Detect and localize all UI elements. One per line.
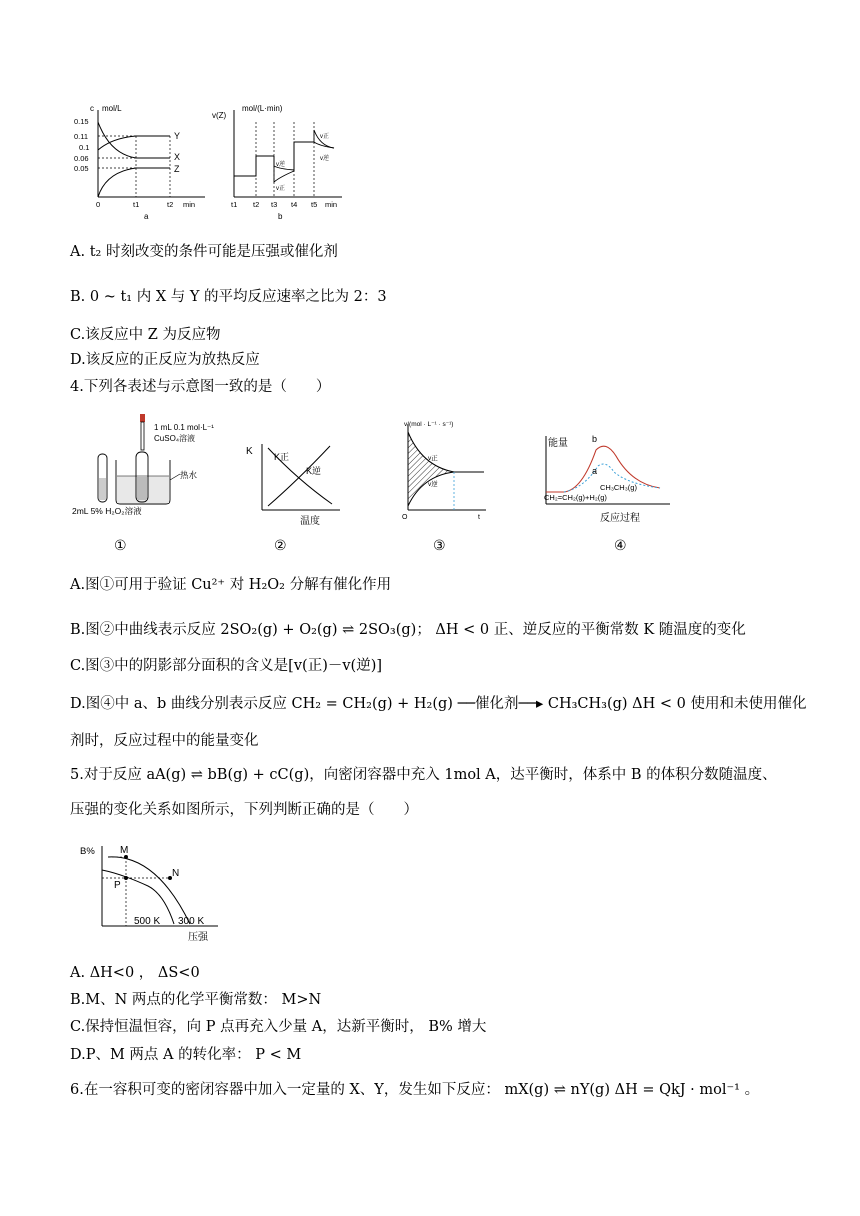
q3b-xtick: t5 (311, 200, 318, 209)
q4-stem: 4.下列各表述与示意图一致的是（ ） (70, 379, 331, 395)
q3b-xtick: t4 (291, 200, 298, 209)
q3b-xtick: t3 (271, 200, 278, 209)
q3-option-b: B. 0 ~ t₁ 内 X 与 Y 的平均反应速率之比为 2：3 (70, 289, 387, 305)
q3b-xtick: t2 (253, 200, 260, 209)
q3a-ytick: 0.15 (74, 117, 89, 126)
q3a-ytick: 0.05 (74, 164, 89, 173)
figure-q3-b (212, 102, 348, 222)
q3a-series-label: Y (174, 131, 181, 141)
q4-caption-4: ④ (614, 538, 627, 554)
figure-q4-2 (240, 440, 360, 530)
figure-q4-3 (398, 418, 498, 523)
q4f3-v1: v正 (428, 455, 438, 462)
q3a-series-label: Z (174, 164, 180, 174)
figure-q5 (78, 840, 228, 950)
q4f4-prod: CH₃CH₃(g) (600, 483, 637, 492)
q4-option-c: C.图③中的阴影部分面积的含义是[v(正)－v(逆)] (70, 658, 383, 674)
q3b-xtick: min (325, 200, 338, 209)
q5f-m: M (120, 845, 129, 856)
q5-option-c: C.保持恒温恒容，向 P 点再充入少量 A，达新平衡时， B% 增大 (70, 1019, 487, 1035)
q5f-p: P (114, 880, 121, 891)
q3a-xtick: 0 (96, 200, 101, 209)
q5f-n: N (172, 868, 180, 879)
q4f4-ylabel: 能量 (548, 438, 568, 449)
q5-stem-line1: 5.对于反应 aA(g) ⇌ bB(g) + cC(g)，向密闭容器中充入 1mol A，达平衡时，体系中 B 的体积分数随温度、 (70, 767, 777, 783)
q4-option-a: A.图①可用于验证 Cu²⁺ 对 H₂O₂ 分解有催化作用 (70, 577, 392, 593)
q3a-xtick: t1 (133, 200, 140, 209)
q5-option-d: D.P、M 两点 A 的转化率： P < M (70, 1047, 302, 1063)
q5-option-b: B.M、N 两点的化学平衡常数： M>N (70, 992, 322, 1008)
q3b-ylabel: v(Z) (212, 111, 227, 120)
q4-option-b: B.图②中曲线表示反应 2SO₂(g) + O₂(g) ⇌ 2SO₃(g)； ΔH < 0 正、逆反应的平衡常数 K 随温度的变化 (70, 622, 746, 638)
q3b-label: v逆 (320, 156, 330, 162)
q4f3-ylabel: v/(mol · L⁻¹ · s⁻¹) (404, 421, 454, 428)
q3b-label: v逆 (276, 162, 286, 168)
q4-option-d-line2: 剂时，反应过程中的能量变化 (70, 733, 259, 749)
q3a-ytick: 0.11 (74, 132, 89, 141)
q3a-ytick: 0.06 (74, 154, 89, 163)
q3a-caption: a (144, 212, 149, 221)
q3b-label: v正 (320, 134, 330, 140)
q4f4-xlabel: 反应过程 (600, 513, 640, 524)
q3a-unit: mol/L (102, 104, 122, 113)
q4f3-t: t (478, 514, 480, 521)
q3a-ylabel: c (90, 104, 94, 113)
figure-q4-1 (70, 414, 240, 526)
q3b-label: v正 (276, 186, 286, 192)
figure-q3-a (70, 102, 210, 222)
q4f4-b: b (592, 434, 598, 444)
q5f-ylabel: B% (80, 846, 95, 857)
q4f2-xlabel: 温度 (300, 516, 320, 527)
q4f1-drop2: CuSO₄溶液 (154, 434, 196, 443)
q4f2-k2: K逆 (306, 466, 322, 476)
q4-caption-1: ① (114, 538, 127, 554)
q5f-t2: 300 K (178, 916, 205, 927)
q4-option-d-line1: D.图④中 a、b 曲线分别表示反应 CH₂ = CH₂(g) + H₂(g) ──催化剂──▸ CH₃CH₃(g) ΔH < 0 使用和未使用催化 (70, 696, 807, 712)
q4f1-drop: 1 mL 0.1 mol·L⁻¹ (154, 423, 214, 432)
q3b-caption: b (278, 212, 283, 221)
q3a-ytick: 0.1 (79, 143, 90, 152)
q4-caption-2: ② (274, 538, 287, 554)
q4f4-a: a (592, 466, 598, 476)
figure-q4-4 (540, 432, 680, 532)
q3a-xtick: t2 (167, 200, 174, 209)
q4f2-ylabel: K (246, 446, 253, 457)
q3a-series-label: X (174, 152, 181, 162)
q4f3-v2: v逆 (428, 481, 438, 488)
q4-caption-3: ③ (433, 538, 446, 554)
q5-option-a: A. ΔH<0 ， ΔS<0 (70, 965, 200, 981)
q4f2-k1: K正 (274, 452, 290, 462)
q4f3-origin: O (402, 514, 408, 521)
q5f-xlabel: 压强 (188, 932, 208, 943)
q3b-xtick: t1 (231, 200, 238, 209)
q3-option-c: C.该反应中 Z 为反应物 (70, 327, 221, 343)
q3-option-d: D.该反应的正反应为放热反应 (70, 352, 260, 368)
q3b-unit: mol/(L·min) (242, 104, 283, 113)
q3-option-a: A. t₂ 时刻改变的条件可能是压强或催化剂 (70, 244, 338, 260)
q3a-xtick: min (183, 200, 196, 209)
q4f4-react: CH₂=CH₂(g)+H₂(g) (544, 493, 607, 502)
q4f1-tube: 2mL 5% H₂O₂溶液 (72, 506, 142, 516)
q4f1-hot: 热水 (180, 470, 198, 480)
q6-stem: 6.在一容积可变的密闭容器中加入一定量的 X、Y，发生如下反应： mX(g) ⇌ nY(g) ΔH = QkJ · mol⁻¹ 。 (70, 1082, 760, 1098)
q5-stem-line2: 压强的变化关系如图所示，下列判断正确的是（ ） (70, 802, 418, 818)
q5f-t1: 500 K (134, 916, 161, 927)
